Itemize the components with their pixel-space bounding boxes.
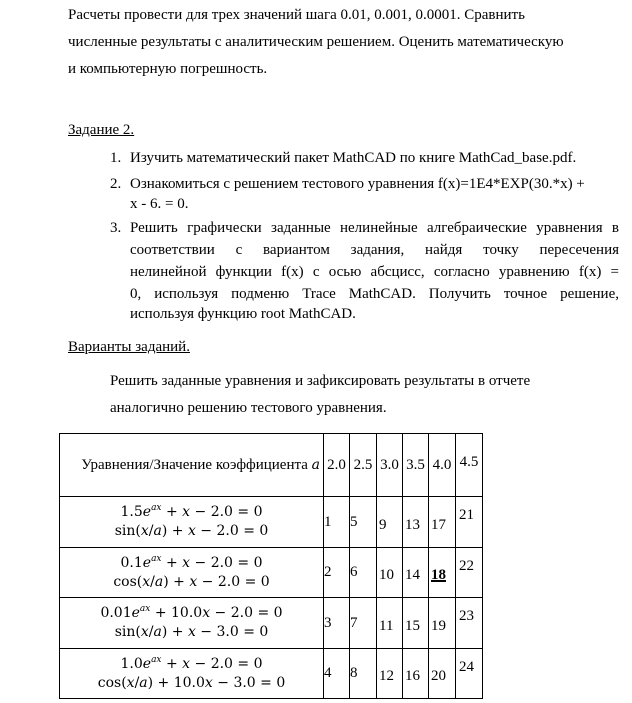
variant-number: 1: [324, 513, 332, 530]
variant-number: 15: [405, 617, 420, 634]
coef-cell: 3.5: [403, 434, 429, 497]
table-header-row: [60, 434, 483, 497]
variant-number-cell: [324, 497, 350, 548]
variant-number: 6: [350, 564, 358, 580]
variant-number-cell: [429, 497, 456, 548]
variant-number: 10: [379, 567, 394, 583]
variant-number-cell: [456, 649, 483, 699]
table-row: [60, 548, 483, 598]
variant-number: 8: [350, 665, 358, 681]
task-item-3-text-line-5: используя функцию root MathCAD.: [130, 306, 356, 322]
variant-number: 7: [350, 614, 358, 631]
equations-cell: [60, 598, 324, 649]
variant-number: 3: [324, 614, 332, 631]
variant-number: 21: [459, 507, 474, 523]
variant-number-cell: [403, 649, 429, 699]
variant-number-cell: [403, 548, 429, 598]
task-item-3-text-line-2: соответствии с вариантом задания, найдя точку пересечения: [130, 242, 619, 258]
variant-number-cell: [456, 497, 483, 548]
variants-desc-line-2: аналогично решению тестового уравнения.: [110, 400, 387, 416]
task-item-1-text: Изучить математический пакет MathCAD по книге MathCad_base.pdf.: [130, 150, 577, 166]
task-item-1-number: 1.: [110, 150, 122, 166]
variant-number: 9: [379, 516, 387, 533]
variant-number-cell: [403, 497, 429, 548]
variant-number-cell: [377, 548, 403, 598]
header-symbol: a: [311, 456, 320, 473]
equation-exponential: $0.1e^{ax} + x - 2.0 = 0$: [120, 553, 263, 571]
table-row: [60, 497, 483, 548]
task-item-3-number: 3.: [110, 220, 122, 236]
intro-line-1: Расчеты провести для трех значений шага 0.01, 0.001, 0.0001. Сравнить: [68, 7, 525, 23]
equations-cell: [60, 649, 324, 699]
variant-number-highlighted: 18: [431, 567, 446, 583]
coef-cell: 3.0: [377, 434, 403, 497]
task2-heading: Задание 2.: [68, 122, 135, 138]
task-item-3-text-line-3: нелинейной функции f(x) с осью абсцисс, согласно уравнению f(x) =: [130, 264, 619, 280]
equation-trig: sin(x/a) + x − 3.0 = 0: [114, 624, 269, 640]
equation-trig: cos(x/a) + 10.0x − 3.0 = 0: [97, 674, 286, 691]
equation-exponential: $1.0e^{ax} + x - 2.0 = 0$: [120, 654, 263, 672]
variant-number-cell: [456, 548, 483, 598]
variants-desc-line-1: Решить заданные уравнения и зафиксировать результаты в отчете: [110, 373, 531, 389]
equation-trig: sin(x/a) + x − 2.0 = 0: [114, 523, 269, 539]
variant-number: 4: [324, 665, 332, 681]
equations-cell: [60, 497, 324, 548]
variant-number-cell: [403, 598, 429, 649]
variant-number: 13: [405, 516, 420, 533]
variant-number: 2: [324, 564, 332, 580]
task-item-3-text-line-1: Решить графически заданные нелинейные алгебраические уравнения в: [130, 220, 619, 236]
variant-number: 14: [405, 567, 420, 583]
table-row: [60, 598, 483, 649]
variant-number-cell: [324, 598, 350, 649]
variant-number: 23: [459, 608, 474, 624]
task-item-2-text-line-1: Ознакомиться с решением тестового уравнения f(x)=1E4*EXP(30.*x) +: [130, 176, 585, 192]
variant-number: 19: [431, 617, 446, 634]
intro-line-2: численные результаты с аналитическим решением. Оценить математическую: [68, 34, 564, 50]
variant-number: 24: [459, 659, 474, 675]
variant-number: 12: [379, 668, 394, 684]
equations-cell: [60, 548, 324, 598]
variant-number-cell: [377, 497, 403, 548]
variant-number: 20: [431, 668, 446, 684]
variants-table: [59, 433, 483, 699]
header-label: Уравнения/Значение коэффициента: [81, 456, 308, 473]
equation-exponential: $1.5e^{ax} + x - 2.0 = 0$: [120, 503, 263, 520]
variant-number-cell: [350, 649, 377, 699]
variant-number-cell: [324, 548, 350, 598]
variant-number: 16: [405, 668, 420, 684]
coef-cell: 4.0: [429, 434, 456, 497]
task-item-3-text-line-4: 0, используя подменю Trace MathCAD. Получить точное решение,: [130, 286, 619, 302]
header-label-cell: [60, 434, 324, 497]
intro-line-3: и компьютерную погрешность.: [68, 61, 268, 77]
variant-number-cell: [429, 598, 456, 649]
variant-number: 5: [350, 513, 358, 530]
variant-number: 22: [459, 558, 474, 574]
variants-heading: Варианты заданий.: [68, 339, 190, 355]
variant-number-cell: [377, 598, 403, 649]
task-item-2-text-line-2: x - 6. = 0.: [130, 196, 189, 212]
variant-number-cell: [429, 548, 456, 598]
equation-exponential: $0.01e^{ax} + 10.0x - 2.0 = 0$: [100, 604, 283, 621]
variant-number-cell: [429, 649, 456, 699]
variant-number-cell: [324, 649, 350, 699]
variant-number-cell: [350, 497, 377, 548]
equation-trig: cos(x/a) + x − 2.0 = 0: [113, 573, 270, 590]
variant-number-cell: [350, 598, 377, 649]
variant-number: 17: [431, 516, 446, 533]
variant-number-cell: [456, 598, 483, 649]
table-row: [60, 649, 483, 699]
variant-number-cell: [350, 548, 377, 598]
coef-cell: 2.5: [350, 434, 377, 497]
variant-number: 11: [379, 617, 394, 634]
coef-cell: 2.0: [324, 434, 350, 497]
task-item-2-number: 2.: [110, 176, 122, 192]
variant-number-cell: [377, 649, 403, 699]
coef-cell: 4.5: [456, 434, 483, 497]
